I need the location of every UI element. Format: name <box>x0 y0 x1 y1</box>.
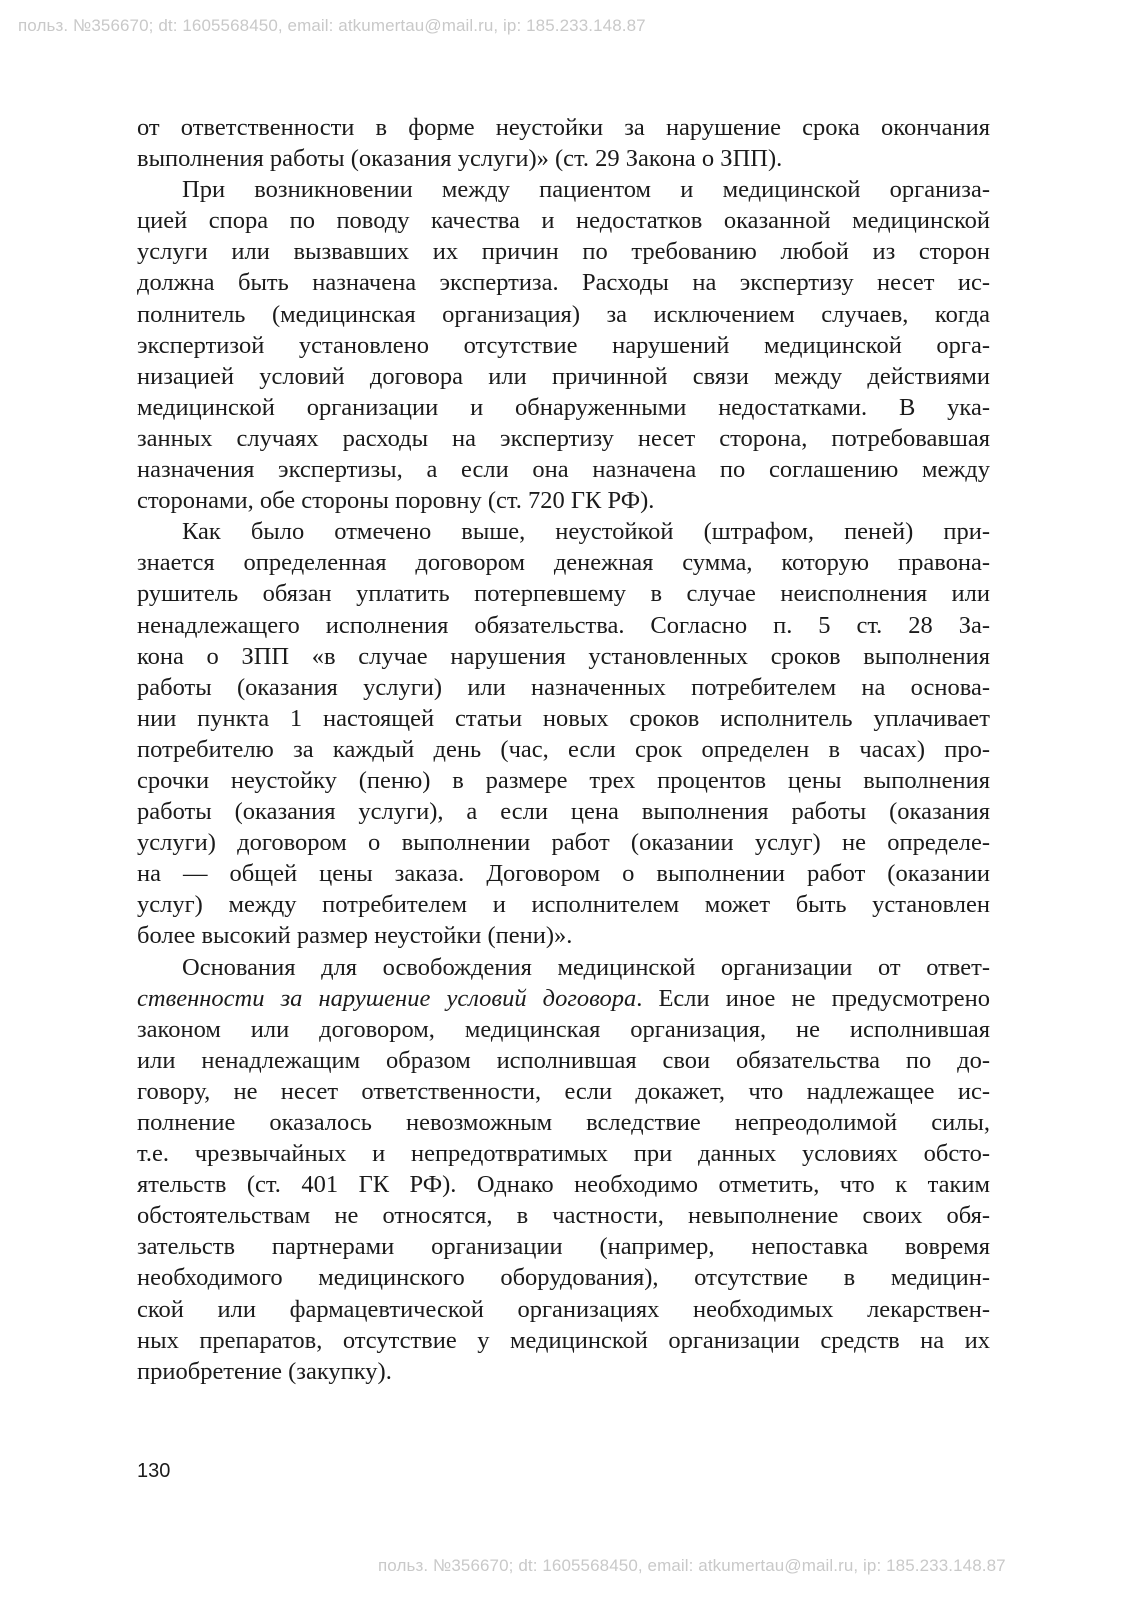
watermark-top: польз. №356670; dt: 1605568450, email: atkumertau@mail.ru, ip: 185.233.148.87 <box>18 16 646 35</box>
text-line: знается определенная договором денежная сумма, которую правона- <box>137 549 990 577</box>
text-line: сторонами, обе стороны поровну (ст. 720 ГК РФ). <box>137 487 655 515</box>
text-line: нии пункта 1 настоящей статьи новых сроков исполнитель уплачивает <box>137 704 990 732</box>
text-line: медицинской организации и обнаруженными недостатками. В ука- <box>137 393 990 421</box>
text-line: ненадлежащего исполнения обязательства. Согласно п. 5 ст. 28 За- <box>137 611 990 639</box>
text-line: рушитель обязан уплатить потерпевшему в случае неисполнения или <box>137 580 990 608</box>
text-line: работы (оказания услуги) или назначенных потребителем на основа- <box>137 673 990 701</box>
text-line: или ненадлежащим образом исполнившая свои обязательства по до- <box>137 1046 990 1074</box>
text-line: ных препаратов, отсутствие у медицинской организации средств на их <box>137 1326 990 1354</box>
text-line: Как было отмечено выше, неустойкой (штрафом, пеней) при- <box>182 518 990 546</box>
text-line: законом или договором, медицинская организация, не исполнившая <box>137 1015 990 1043</box>
text-line: на — общей цены заказа. Договором о выполнении работ (оказании <box>137 860 990 888</box>
text-line: потребителю за каждый день (час, если срок определен в часах) про- <box>137 735 990 763</box>
text-line: кона о ЗПП «в случае нарушения установленных сроков выполнения <box>137 642 990 670</box>
text-line: более высокий размер неустойки (пени)». <box>137 922 573 950</box>
text-line: экспертизой установлено отсутствие нарушений медицинской орга- <box>137 331 990 359</box>
page-number: 130 <box>137 1460 171 1482</box>
text-fragment: . Если иное не предусмотрено <box>636 984 991 1012</box>
text-line: занных случаях расходы на экспертизу несет сторона, потребовавшая <box>137 424 990 452</box>
text-line: выполнения работы (оказания услуги)» (ст. 29 Закона о ЗПП). <box>137 145 783 173</box>
text-line: работы (оказания услуги), а если цена выполнения работы (оказания <box>137 798 990 826</box>
text-line: услуг) между потребителем и исполнителем может быть установлен <box>137 891 990 919</box>
text-line: цией спора по поводу качества и недостатков оказанной медицинской <box>137 207 990 235</box>
text-line: При возникновении между пациентом и медицинской организа- <box>182 176 990 204</box>
watermark-bottom: польз. №356670; dt: 1605568450, email: atkumertau@mail.ru, ip: 185.233.148.87 <box>378 1556 1006 1575</box>
text-line: услуги или вызвавших их причин по требованию любой из сторон <box>137 238 990 266</box>
text-line: назначения экспертизы, а если она назначена по соглашению между <box>137 456 990 484</box>
text-line: приобретение (закупку). <box>137 1357 392 1385</box>
italic-heading-tail: ственности за нарушение условий договора <box>137 984 637 1012</box>
text-line: зательств партнерами организации (например, непоставка вовремя <box>137 1233 990 1261</box>
text-line: обстоятельствам не относятся, в частности, невыполнение своих обя- <box>137 1202 990 1230</box>
text-line: полнитель (медицинская организация) за исключением случаев, когда <box>137 300 990 328</box>
text-line: необходимого медицинского оборудования), отсутствие в медицин- <box>137 1264 990 1292</box>
text-line: говору, не несет ответственности, если докажет, что надлежащее ис- <box>137 1077 990 1105</box>
text-line: должна быть назначена экспертиза. Расходы на экспертизу несет ис- <box>137 269 990 297</box>
text-line: ятельств (ст. 401 ГК РФ). Однако необходимо отметить, что к таким <box>137 1171 990 1199</box>
text-line: срочки неустойку (пеню) в размере трех процентов цены выполнения <box>137 766 990 794</box>
text-line: т.е. чрезвычайных и непредотвратимых при данных условиях обсто- <box>137 1140 990 1168</box>
text-line: полнение оказалось невозможным вследствие непреодолимой силы, <box>137 1109 990 1136</box>
italic-heading-line: Основания для освобождения медицинской организации от ответ- <box>182 953 990 981</box>
text-line: от ответственности в форме неустойки за нарушение срока окончания <box>137 114 990 141</box>
mixed-line <box>137 983 990 1014</box>
text-line: услуги) договором о выполнении работ (оказании услуг) не определе- <box>137 829 990 857</box>
text-line: низацией условий договора или причинной связи между действиями <box>137 362 990 390</box>
text-line: ской или фармацевтической организациях необходимых лекарствен- <box>137 1295 990 1323</box>
page-body <box>137 112 990 1387</box>
